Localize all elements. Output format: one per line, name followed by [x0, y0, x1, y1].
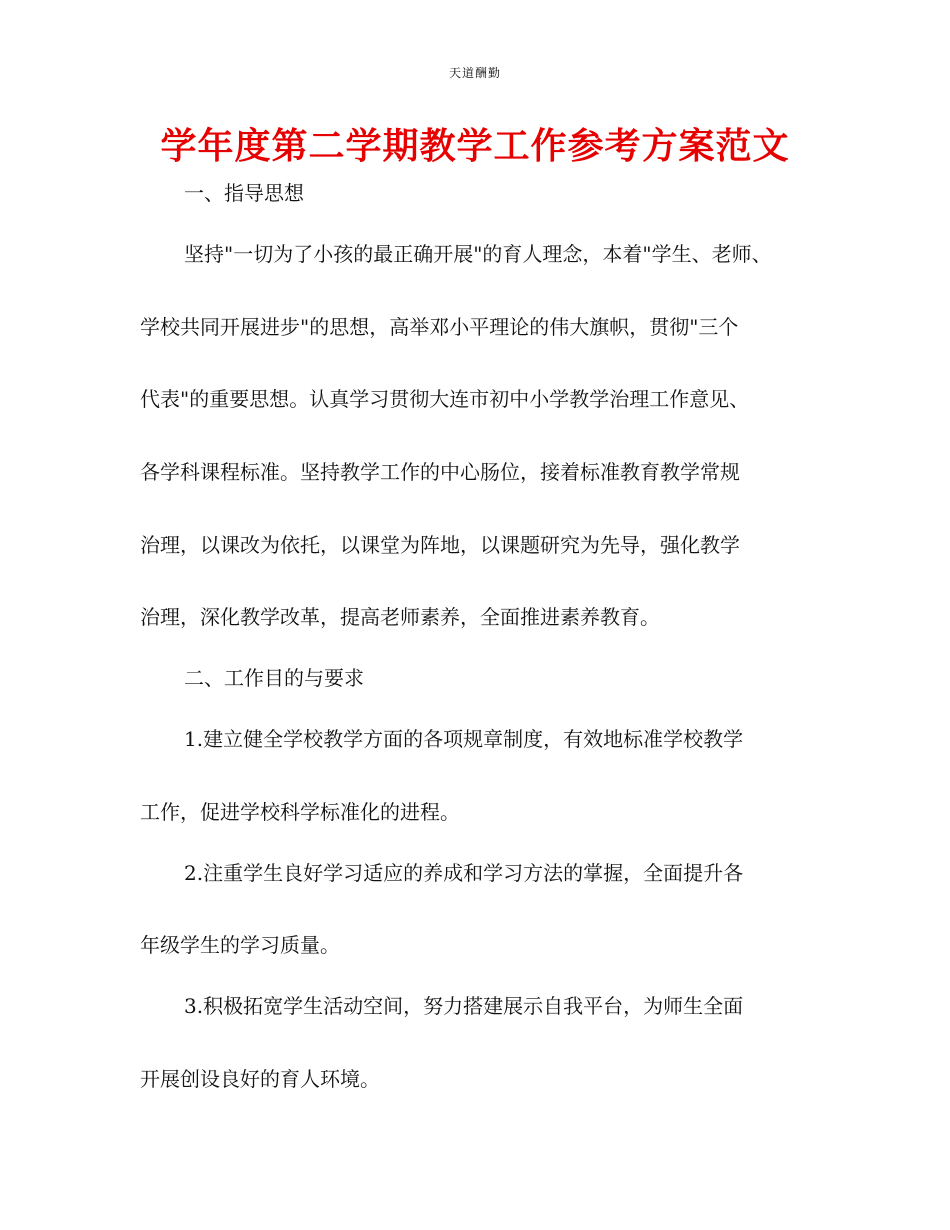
list-item-line: 年级学生的学习质量。	[140, 933, 340, 957]
paragraph-line: 学校共同开展进步"的思想，高举邓小平理论的伟大旗帜，贯彻"三个	[140, 315, 739, 339]
paragraph-line: 代表"的重要思想。认真学习贯彻大连市初中小学教学治理工作意见、	[140, 387, 750, 411]
paragraph-line: 治理，深化教学改革，提高老师素养，全面推进素养教育。	[140, 605, 660, 629]
paragraph-line: 各学科课程标准。坚持教学工作的中心肠位，接着标准教育教学常规	[140, 460, 740, 484]
list-item-line: 工作，促进学校科学标准化的进程。	[140, 800, 460, 824]
paragraph-line: 坚持"一切为了小孩的最正确开展"的育人理念，本着"学生、老师、	[184, 242, 772, 266]
list-item-line: 1.建立健全学校教学方面的各项规章制度，有效地标准学校教学	[184, 727, 744, 751]
list-item-line: 3.积极拓宽学生活动空间，努力搭建展示自我平台，为师生全面	[184, 994, 744, 1018]
section-heading-guiding-ideology: 一、指导思想	[184, 181, 304, 205]
section-heading-goals-requirements: 二、工作目的与要求	[184, 666, 364, 690]
header-watermark-text: 天道酬勤	[448, 66, 501, 80]
list-item-line: 开展创设良好的育人环境。	[140, 1067, 380, 1091]
paragraph-line: 治理，以课改为依托，以课堂为阵地，以课题研究为先导，强化教学	[140, 533, 740, 557]
list-item-line: 2.注重学生良好学习适应的养成和学习方法的掌握，全面提升各	[184, 861, 744, 885]
document-title: 学年度第二学期教学工作参考方案范文	[160, 125, 790, 167]
